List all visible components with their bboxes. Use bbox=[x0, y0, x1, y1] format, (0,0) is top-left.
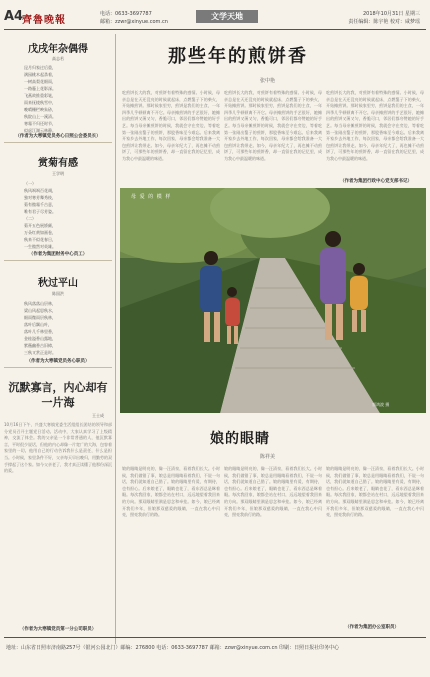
second-body-col3: 娘的眼睛是明亮的，像一汪清泉，看着我们长大。小时候，我们做错了事，娘总是用眼睛看着我们，不说一句话，我们就知道自己错了。娘的眼睛里有爱，有期待，也有担心。后来娘老了，眼睛也花了，看东西总是眯着眼。每次我回家，娘都会站在村口，远远地望着我回来的方向。那双眼睛里满是思念和牵挂。如今，娘已经离开我们多年，但娘那双慈爱的眼睛，一直在我心中闪亮，照亮我前行的路。 bbox=[326, 466, 424, 518]
poem-line: 秋来不似花春日， bbox=[24, 237, 56, 242]
poem2-body bbox=[24, 180, 104, 250]
section-label: 文学天地 bbox=[196, 10, 258, 23]
essay-author: 王士成 bbox=[92, 413, 104, 418]
poem3-body bbox=[24, 300, 104, 356]
second-note: （作者为集团办公室职员） bbox=[345, 625, 399, 630]
column-divider bbox=[115, 34, 116, 644]
poem-line: 一生傲然对英雄。 bbox=[24, 244, 56, 249]
poem-line: 唯有君子尽芳姿。 bbox=[24, 209, 56, 214]
newspaper-name: 齊魯晚報 bbox=[22, 15, 66, 26]
footer-rule bbox=[4, 637, 426, 638]
poem-line: 紫薇幽香古旧樟， bbox=[24, 343, 56, 348]
poem-line: 一路藤上花影深。 bbox=[24, 86, 56, 91]
second-author: 陈祥美 bbox=[260, 454, 276, 460]
poem-line: 秋风飒飒百花凋， bbox=[24, 188, 56, 193]
header-rule bbox=[4, 29, 426, 30]
poem-line: 雨来抚棱秋雪中， bbox=[24, 100, 56, 105]
poem1-body bbox=[24, 64, 104, 134]
contact-phone: 电话：0633-3697787 bbox=[100, 11, 152, 17]
poem-line: 落叶后飘山叶， bbox=[24, 322, 52, 327]
poem2-author: 王学明 bbox=[52, 171, 64, 176]
poem-line: 菊开五色展娇颜， bbox=[24, 223, 56, 228]
poem-line: 满园桃木起杀着， bbox=[24, 72, 56, 77]
photo-caption: 郭鸿波 摄 bbox=[372, 402, 390, 407]
left-column bbox=[4, 34, 112, 634]
divider bbox=[4, 367, 112, 368]
photo-badge: 母 爱 的 模 样 bbox=[131, 194, 172, 200]
poem3-author: 陈国洪 bbox=[52, 291, 64, 296]
main-body-col1: 吃煎饼长大的我，对煎饼有着特殊的感情。小时候，母亲总是在天还没亮的时候就起床，点燃鏊子下的柴火，开始摊煎饼。那时候家里穷，煎饼是我们的主食，一年四季几乎顿顿离不开它。母亲摊煎饼的手艺很好，她摊出的煎饼又薄又匀，香脆可口，邻居们都夸赞她的好手艺。每当母亲摊煎饼的时候，我就会守在旁边，等着吃第一张刚出鏊子的煎饼，那股香味至今难忘。后来我离开家乡去外地工作，每次回家，母亲都会给我准备一大包煎饼让我带走。如今，母亲年纪大了，再也摊不动煎饼了，可那些年的煎饼香，却一直留在我的记忆里，成为我心中最温暖的味道。 bbox=[122, 90, 220, 161]
footer bbox=[0, 642, 430, 677]
poem-line: 飞燕故推重彩笔， bbox=[24, 93, 56, 98]
issue-date: 2018年10月31日 星期三 bbox=[362, 11, 420, 17]
poem-line: 万朵红黄如画卷， bbox=[24, 230, 56, 235]
poem-line: 寒霜不归还时节， bbox=[24, 121, 56, 126]
family-photo bbox=[120, 188, 426, 413]
poem-line: 秋院山上一溪清。 bbox=[24, 114, 56, 119]
poem2-title: 赏菊有感 bbox=[38, 158, 78, 169]
poem-line: 菊有傲霜千古意， bbox=[24, 202, 56, 207]
main-note: （作者为集团行政中心党支部书记） bbox=[340, 179, 412, 184]
essay-note: （作者为大寒镇党员第一分公司职员） bbox=[19, 627, 97, 632]
poem-line: 秋风落落山层林， bbox=[24, 301, 56, 306]
contact-info bbox=[100, 10, 168, 26]
poem3-title: 秋过平山 bbox=[38, 278, 78, 289]
photo-illustration bbox=[120, 188, 426, 413]
poem2-note: （作者为集团财务中心员工） bbox=[28, 252, 88, 257]
poem-line: 晚晴栅栏映朱砂， bbox=[24, 107, 56, 112]
editors: 责任编辑：陈宇艳 校对：咸梦瑶 bbox=[348, 19, 420, 25]
poem-line: 似虑江湖云林静。 bbox=[24, 128, 56, 133]
masthead bbox=[0, 0, 430, 36]
page-number: A4 bbox=[4, 9, 24, 24]
poem-line: （二） bbox=[24, 216, 36, 221]
contact-email: 邮箱：zzwr@xinyue.com.cn bbox=[100, 19, 168, 25]
footer-address: 地址：山东省日照市济南路257号（银河公园北门）邮编：276800 电话：0633-3697787 邮箱：zzwr@xinyue.com.cn 印刷：日照日报社印务中心 bbox=[6, 645, 340, 651]
poem1-title: 戊戌年杂偶得 bbox=[28, 44, 88, 55]
date-info bbox=[300, 10, 420, 26]
poem-line: 细雨微雨层秋林， bbox=[24, 315, 56, 320]
poem-line: 独对寒芳舞秀枝， bbox=[24, 195, 56, 200]
second-body-col1: 娘的眼睛是明亮的，像一汪清泉，看着我们长大。小时候，我们做错了事，娘总是用眼睛看着我们，不说一句话，我们就知道自己错了。娘的眼睛里有爱，有期待，也有担心。后来娘老了，眼睛也花了，看东西总是眯着眼。每次我回家，娘都会站在村口，远远地望着我回来的方向。那双眼睛里满是思念和牵挂。如今，娘已经离开我们多年，但娘那双慈爱的眼睛，一直在我心中闪亮，照亮我前行的路。 bbox=[122, 466, 220, 518]
main-body-col3: 吃煎饼长大的我，对煎饼有着特殊的感情。小时候，母亲总是在天还没亮的时候就起床，点燃鏊子下的柴火，开始摊煎饼。那时候家里穷，煎饼是我们的主食，一年四季几乎顿顿离不开它。母亲摊煎饼的手艺很好，她摊出的煎饼又薄又匀，香脆可口，邻居们都夸赞她的好手艺。每当母亲摊煎饼的时候，我就会守在旁边，等着吃第一张刚出鏊子的煎饼，那股香味至今难忘。后来我离开家乡去外地工作，每次回家，母亲都会给我准备一大包煎饼让我带走。如今，母亲年纪大了，再也摊不动煎饼了，可那些年的煎饼香，却一直留在我的记忆里，成为我心中最温暖的味道。 bbox=[326, 90, 424, 161]
poem-line: 三秋又赏正是时。 bbox=[24, 350, 56, 355]
essay-title: 沉默寡言，内心却有一片海 bbox=[8, 381, 108, 409]
poem-line: 落叶几千林里香， bbox=[24, 329, 56, 334]
second-body-col2: 娘的眼睛是明亮的，像一汪清泉，看着我们长大。小时候，我们做错了事，娘总是用眼睛看着我们，不说一句话，我们就知道自己错了。娘的眼睛里有爱，有期待，也有担心。后来娘老了，眼睛也花了，看东西总是眯着眼。每次我回家，娘都会站在村口，远远地望着我回来的方向。那双眼睛里满是思念和牵挂。如今，娘已经离开我们多年，但娘那双慈爱的眼睛，一直在我心中闪亮，照亮我前行的路。 bbox=[224, 466, 322, 518]
divider bbox=[4, 142, 112, 143]
poem-line: 金桂溢香山露地， bbox=[24, 336, 56, 341]
main-body-col2: 吃煎饼长大的我，对煎饼有着特殊的感情。小时候，母亲总是在天还没亮的时候就起床，点燃鏊子下的柴火，开始摊煎饼。那时候家里穷，煎饼是我们的主食，一年四季几乎顿顿离不开它。母亲摊煎饼的手艺很好，她摊出的煎饼又薄又匀，香脆可口，邻居们都夸赞她的好手艺。每当母亲摊煎饼的时候，我就会守在旁边，等着吃第一张刚出鏊子的煎饼，那股香味至今难忘。后来我离开家乡去外地工作，每次回家，母亲都会给我准备一大包煎饼让我带走。如今，母亲年纪大了，再也摊不动煎饼了，可那些年的煎饼香，却一直留在我的记忆里，成为我心中最温暖的味道。 bbox=[224, 90, 322, 161]
poem1-author: 高志若 bbox=[52, 56, 64, 61]
poem-line: 一树高梨花细雨， bbox=[24, 79, 56, 84]
main-author: 张中艳 bbox=[260, 78, 276, 84]
main-title: 那些年的煎饼香 bbox=[168, 46, 308, 67]
poem-line: （一） bbox=[24, 181, 36, 186]
poem1-note: （作者为大寒镇党员务心日照公会委员长） bbox=[15, 134, 101, 139]
divider bbox=[4, 260, 112, 261]
poem3-note: （作者为大寒镇党员务心职员） bbox=[26, 359, 90, 364]
poem-line: 昆月归家过后重， bbox=[24, 65, 56, 70]
poem-line: 梁山风起思秋水， bbox=[24, 308, 56, 313]
second-title: 娘的眼睛 bbox=[210, 431, 270, 447]
essay-body: 10月16日下午，兴盛大寒镇党委生活组组长团结的领导和部分党员召开主题党日活动。活动中，大家认真学习了上级精神，交流了体会。我的父亲是一个非常普通的人，他沉默寡言，平时很少说话，但他的内心却像一片宽广的大海，包容着家里的一切。他用自己的行动告诉我什么是责任，什么是担当。小时候，家里条件不好，父亲每天早出晚归，用勤劳的双手撑起了这个家。如今父亲老了，我才真正读懂了他那份深沉的爱。 bbox=[4, 422, 112, 474]
